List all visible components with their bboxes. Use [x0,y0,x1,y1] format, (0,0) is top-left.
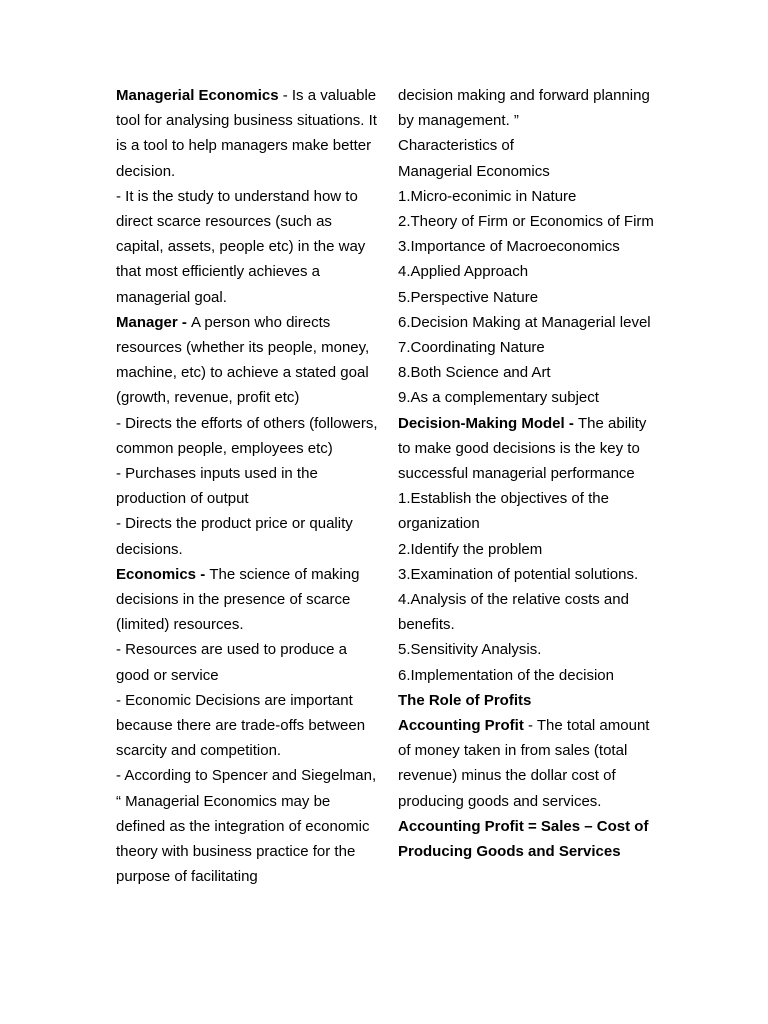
paragraph-managerial-economics [116,83,378,184]
left-column [116,83,378,890]
paragraph-economics [116,562,378,638]
definition-economics: The science of making decisions in the presence of scarce (limited) resources. [116,565,360,634]
term-decision-making-model: Decision-Making Model - [398,414,579,432]
accounting-profit-formula: Accounting Profit = Sales – Cost of Producing Goods and Services [398,817,649,861]
definition-manager: A person who directs resources (whether its people, money, machine, etc) to achieve a stated goal (growth, revenue, profit etc) [116,313,370,407]
characteristic-item: 4.Applied Approach [398,263,529,281]
characteristic-item: 6.Decision Making at Managerial level [398,313,651,331]
characteristic-item: 2.Theory of Firm or Economics of Firm [398,213,654,231]
paragraph-spencer-quote: - According to Spencer and Siegelman, “ Managerial Economics may be defined as the integration of economic theory with business practice for the purpose of facilitating [116,767,377,886]
paragraph-accounting-profit [398,713,660,814]
decision-step-item: 3.Examination of potential solutions. [398,565,639,583]
right-column [398,83,660,864]
characteristics-heading-line1: Characteristics of [398,137,514,155]
paragraph-study-definition: - It is the study to understand how to direct scarce resources (such as capital, assets, people etc) in the way that most efficiently achieves a managerial goal. [116,187,366,306]
characteristic-item: 1.Micro-econimic in Nature [398,187,577,205]
paragraph-quote-continued: decision making and forward planning by management. ” [398,87,650,130]
decision-step-item: 6.Implementation of the decision [398,666,614,684]
characteristic-item: 7.Coordinating Nature [398,339,545,357]
paragraph-resources-used: - Resources are used to produce a good or service [116,641,347,684]
decision-step-item: 1.Establish the objectives of the organization [398,490,609,533]
term-managerial-economics: Managerial Economics [116,87,279,104]
decision-step-item: 4.Analysis of the relative costs and benefits. [398,591,629,634]
term-economics: Economics - [116,565,210,583]
decision-step-item: 5.Sensitivity Analysis. [398,641,542,659]
paragraph-decision-making-model [398,411,660,487]
decision-step-item: 2.Identify the problem [398,540,543,558]
paragraph-economic-decisions: - Economic Decisions are important because there are trade-offs between scarcity and competition. [116,691,366,760]
paragraph-directs-price: - Directs the product price or quality decisions. [116,515,353,558]
characteristic-item: 9.As a complementary subject [398,389,599,407]
characteristic-item: 3.Importance of Macroeconomics [398,238,620,256]
paragraph-purchases-inputs: - Purchases inputs used in the production of output [116,465,318,508]
definition-managerial-economics: - Is a valuable tool for analysing business situations. It is a tool to help managers make better decision. [116,87,377,180]
term-manager: Manager - [116,313,192,331]
term-accounting-profit: Accounting Profit [398,717,524,735]
definition-accounting-profit: - The total amount of money taken in from sales (total revenue) minus the dollar cost of producing goods and services. [398,717,650,810]
characteristic-item: 8.Both Science and Art [398,364,551,382]
characteristic-item: 5.Perspective Nature [398,288,539,306]
characteristics-heading-line2: Managerial Economics [398,162,550,180]
heading-role-of-profits: The Role of Profits [398,691,532,709]
definition-decision-making-model: The ability to make good decisions is the key to successful managerial performance [398,414,647,483]
paragraph-directs-efforts: - Directs the efforts of others (followers, common people, employees etc) [116,414,378,457]
paragraph-manager [116,310,378,411]
